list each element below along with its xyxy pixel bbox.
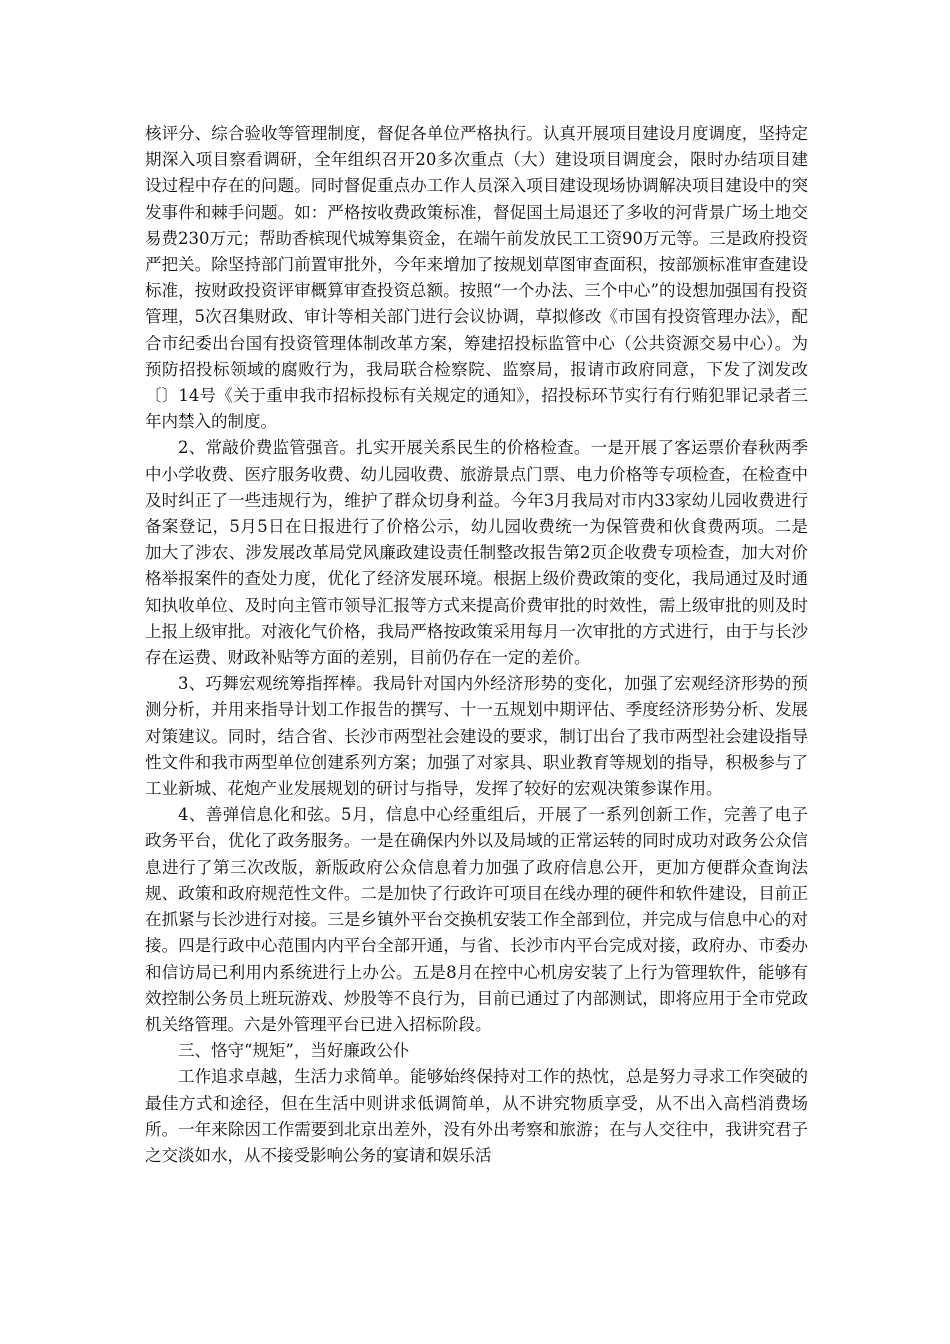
- section-heading-integrity: 三、恪守“规矩”，当好廉政公仆: [178, 1041, 410, 1061]
- paragraph-macro-planning: 3、巧舞宏观统筹指挥棒。我局针对国内外经济形势的变化，加强了宏观经济形势的预测分析，并用来指导计划工作报告的撰写、十一五规划中期评估、季度经济形势分析、发展对策建议。同时，结合省、长沙市两型社会建设的要求，制订出台了我市两型社会建设指导性文件和我市两型单位创建系列方案；加强了对家具、职业教育等规划的指导，积极参与了工业新城、花炮产业发展规划的研讨与指导，发挥了较好的宏观决策参谋作用。: [145, 674, 808, 799]
- paragraph-simple-living: 工作追求卓越，生活力求简单。能够始终保持对工作的热忱，总是努力寻求工作突破的最佳方式和途径，但在生活中则讲求低调简单，从不讲究物质享受，从不出入高档消费场所。一年来除因工作需要到北京出差外，没有外出考察和旅游；在与人交往中，我讲究君子之交淡如水，从不接受影响公务的宴请和娱乐活: [145, 1067, 808, 1165]
- paragraph-project-management: 核评分、综合验收等管理制度，督促各单位严格执行。认真开展项目建设月度调度，坚持定期深入项目察看调研，全年组织召开20多次重点（大）建设项目调度会，限时办结项目建设过程中存在的问题。同时督促重点办工作人员深入项目建设现场协调解决项目建设中的突发事件和棘手问题。如：严格按收费政策标准，督促国土局退还了多收的河背景广场土地交易费230万元；帮助香槟现代城筹集资金，在端午前发放民工工资90万元等。三是政府投资严把关。除坚持部门前置审批外，今年来增加了按规划草图审查面积，按部颁标准审查建设标准，按财政投资评审概算审查投资总额。按照“一个办法、三个中心”的设想加强国有投资管理，5次召集财政、审计等相关部门进行会议协调，草拟修改《市国有投资管理办法》，配合市纪委出台国有投资管理体制改革方案，筹建招投标监管中心（公共资源交易中心）。为预防招投标领域的腐败行为，我局联合检察院、监察局，报请市政府同意，下发了浏发改〔〕14号《关于重申我市招标投标有关规定的通知》，招投标环节实行有行贿犯罪记录者三年内禁入的制度。: [145, 124, 808, 432]
- paragraph-price-supervision: 2、常敲价费监管强音。扎实开展关系民生的价格检查。一是开展了客运票价春秋两季中小学收费、医疗服务收费、幼儿园收费、旅游景点门票、电力价格等专项检查，在检查中及时纠正了一些违规行为，维护了群众切身利益。今年3月我局对市内33家幼儿园收费进行备案登记，5月5日在日报进行了价格公示，幼儿园收费统一为保管费和伙食费两项。二是加大了涉农、涉发展改革局党风廉政建设责任制整改报告第2页企收费专项检查，加大对价格举报案件的查处力度，优化了经济发展环境。根据上级价费政策的变化，我局通过及时通知执收单位、及时向主管市领导汇报等方式来提高价费审批的时效性，需上级审批的则及时上报上级审批。对液化气价格，我局严格按政策采用每月一次审批的方式进行，由于与长沙存在运费、财政补贴等方面的差别，目前仍存在一定的差价。: [145, 438, 808, 668]
- document-page: [145, 121, 808, 1169]
- paragraph-informatization: 4、善弹信息化和弦。5月，信息中心经重组后，开展了一系列创新工作，完善了电子政务平台，优化了政务服务。一是在确保内外以及局域的正常运转的同时成功对政务公众信息进行了第三次改版，新版政府公众信息着力加强了政府信息公开，更加方便群众查询法规、政策和政府规范性文件。二是加快了行政许可项目在线办理的硬件和软件建设，目前正在抓紧与长沙进行对接。三是乡镇外平台交换机安装工作全部到位，并完成与信息中心的对接。四是行政中心范围内内平台全部开通，与省、长沙市内平台完成对接，政府办、市委办和信访局已利用内系统进行上办公。五是8月在控中心机房安装了上行为管理软件，能够有效控制公务员上班玩游戏、炒股等不良行为，目前已通过了内部测试，即将应用于全市党政机关络管理。六是外管理平台已进入招标阶段。: [145, 805, 808, 1034]
